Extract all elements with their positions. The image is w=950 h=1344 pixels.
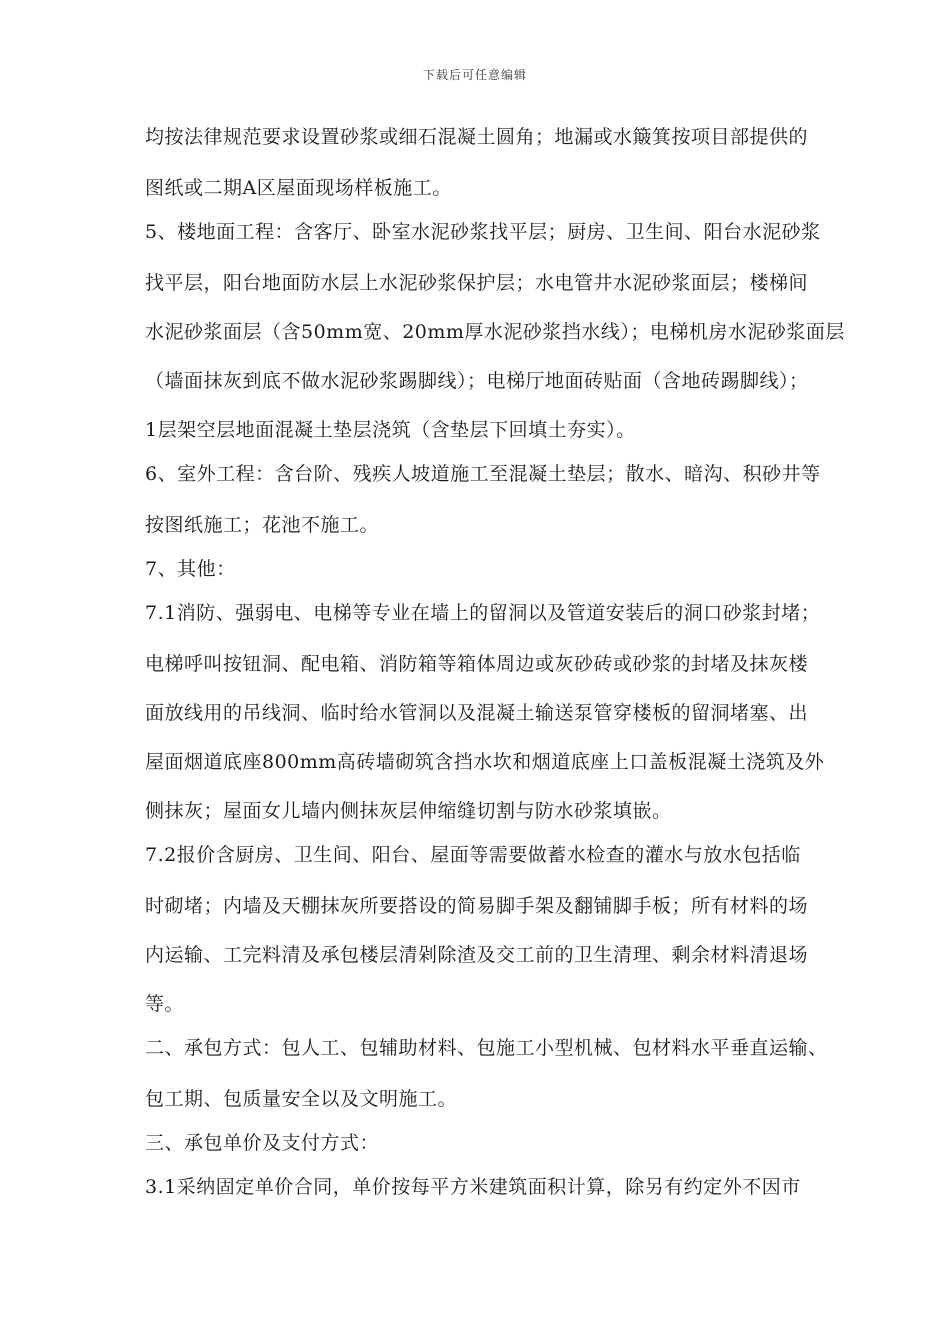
text-line: 等。: [145, 993, 185, 1015]
text-line: 1层架空层地面混凝土垫层浇筑（含垫层下回填土夯实）。: [145, 419, 636, 441]
text-line: 7.2报价含厨房、卫生间、阳台、屋面等需要做蓄水检查的灌水与放水包括临: [145, 844, 801, 866]
text-line: 均按法律规范要求设置砂浆或细石混凝土圆角；地漏或水簸箕按项目部提供的: [145, 126, 809, 148]
text-line: 找平层，阳台地面防水层上水泥砂浆保护层；水电管井水泥砂浆面层；楼梯间: [145, 272, 809, 294]
text-line: 6、室外工程：含台阶、残疾人坡道施工至混凝土垫层；散水、暗沟、积砂井等: [145, 463, 821, 485]
text-line: 二、承包方式：包人工、包辅助材料、包施工小型机械、包材料水平垂直运输、: [145, 1037, 828, 1059]
text-line: 三、承包单价及支付方式：: [145, 1132, 380, 1154]
text-line: 图纸或二期A区屋面现场样板施工。: [145, 177, 452, 199]
text-line: 7、其他：: [145, 558, 236, 580]
text-line: 5、楼地面工程：含客厅、卧室水泥砂浆找平层；厨房、卫生间、阳台水泥砂浆: [145, 221, 821, 243]
text-line: 面放线用的吊线洞、临时给水管洞以及混凝土输送泵管穿楼板的留洞堵塞、出: [145, 702, 809, 724]
text-line: 水泥砂浆面层（含50mm宽、20mm厚水泥砂浆挡水线）；电梯机房水泥砂浆面层: [145, 321, 845, 343]
page-header: 下载后可任意编辑: [422, 68, 527, 82]
text-line: 7.1消防、强弱电、电梯等专业在墙上的留洞以及管道安装后的洞口砂浆封堵；: [145, 602, 821, 624]
text-line: 屋面烟道底座800mm高砖墙砌筑含挡水坎和烟道底座上口盖板混凝土浇筑及外: [145, 751, 825, 773]
text-line: 电梯呼叫按钮洞、配电箱、消防箱等箱体周边或灰砂砖或砂浆的封堵及抹灰楼: [145, 653, 809, 675]
text-line: 内运输、工完料清及承包楼层清剁除渣及交工前的卫生清理、剩余材料清退场: [145, 944, 809, 966]
text-line: 时砌堵；内墙及天棚抹灰所要搭设的简易脚手架及翻铺脚手板；所有材料的场: [145, 895, 809, 917]
text-line: 包工期、包质量安全以及文明施工。: [145, 1088, 458, 1110]
text-line: 按图纸施工；花池不施工。: [145, 514, 380, 536]
text-line: 3.1采纳固定单价合同，单价按每平方米建筑面积计算，除另有约定外不因市: [145, 1176, 801, 1198]
text-line: 侧抹灰；屋面女儿墙内侧抹灰层伸缩缝切割与防水砂浆填嵌。: [145, 800, 672, 822]
text-line: （墙面抹灰到底不做水泥砂浆踢脚线）；电梯厅地面砖贴面（含地砖踢脚线）；: [145, 370, 809, 392]
